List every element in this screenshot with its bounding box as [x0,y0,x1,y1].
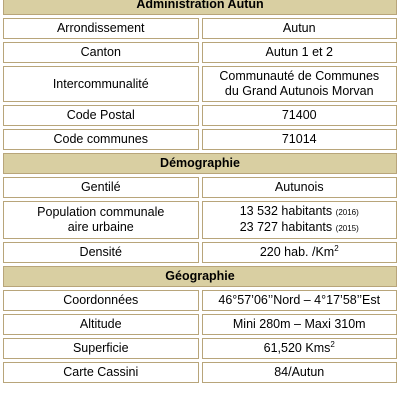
section-title-administration: Administration Autun [3,0,397,15]
label-aire-urbaine: aire urbaine [67,220,134,234]
label-code-communes: Code communes [3,129,199,150]
row-gentile [3,177,397,198]
section-title-demographie: Démographie [3,153,397,174]
value-superficie-exponent: 2 [330,339,335,349]
section-header-geographie [3,266,397,287]
value-canton: Autun 1 et 2 [202,42,398,63]
value-intercommunalite-line1: Communauté de Communes [219,69,380,83]
label-intercommunalite: Intercommunalité [3,66,199,102]
label-altitude: Altitude [3,314,199,335]
row-arrondissement [3,18,397,39]
value-altitude: Mini 280m – Maxi 310m [202,314,398,335]
value-densite [202,242,398,263]
row-superficie [3,338,397,359]
value-code-postal: 71400 [202,105,398,126]
section-header-administration [3,0,397,15]
label-population-communale: Population communale [37,205,165,219]
value-densite-exponent: 2 [334,243,339,253]
label-arrondissement: Arrondissement [3,18,199,39]
label-code-postal: Code Postal [3,105,199,126]
row-code-postal [3,105,397,126]
row-altitude [3,314,397,335]
value-arrondissement: Autun [202,18,398,39]
label-population [3,201,199,239]
value-intercommunalite [202,66,398,102]
value-gentile: Autunois [202,177,398,198]
row-code-communes [3,129,397,150]
label-canton: Canton [3,42,199,63]
value-densite-text: 220 hab. /Km [259,245,335,259]
year-aire-urbaine: (2015) [335,224,359,233]
label-superficie: Superficie [3,338,199,359]
value-intercommunalite-line2: du Grand Autunois Morvan [224,84,374,98]
value-coordonnees: 46°57’06’’Nord – 4°17’58’’Est [202,290,398,311]
row-coordonnees [3,290,397,311]
row-intercommunalite [3,66,397,102]
section-header-demographie [3,153,397,174]
row-densite [3,242,397,263]
label-gentile: Gentilé [3,177,199,198]
label-coordonnees: Coordonnées [3,290,199,311]
value-population [202,201,398,239]
value-code-communes: 71014 [202,129,398,150]
value-superficie [202,338,398,359]
row-canton [3,42,397,63]
label-densite: Densité [3,242,199,263]
value-carte-cassini: 84/Autun [202,362,398,383]
value-superficie-text: 61,520 Kms [263,341,331,355]
value-population-communale: 13 532 habitants [239,204,333,218]
year-population-communale: (2016) [335,208,359,217]
row-population [3,201,397,239]
value-aire-urbaine: 23 727 habitants [239,220,333,234]
label-carte-cassini: Carte Cassini [3,362,199,383]
section-title-geographie: Géographie [3,266,397,287]
row-carte-cassini [3,362,397,383]
